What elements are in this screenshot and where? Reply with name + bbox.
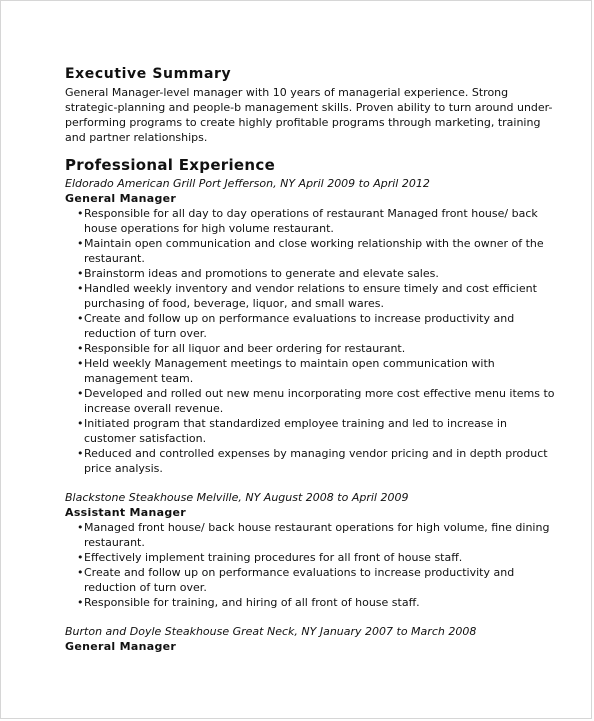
duty-item xyxy=(77,446,555,476)
bullet-icon: • xyxy=(77,282,84,295)
job-entry xyxy=(65,490,555,610)
duty-item xyxy=(77,356,555,386)
job-employer: Eldorado American Grill Port Jefferson, NY April 2009 to April 2012 xyxy=(65,177,430,190)
duty-item xyxy=(77,386,555,416)
duty-item xyxy=(77,550,555,565)
duty-text: Create and follow up on performance evaluations to increase productivity and reduction of turn over. xyxy=(84,566,515,594)
bullet-icon: • xyxy=(77,596,84,609)
bullet-icon: • xyxy=(77,342,84,355)
job-role: General Manager xyxy=(65,192,177,205)
duty-item xyxy=(77,311,555,341)
job-role: Assistant Manager xyxy=(65,506,187,519)
duty-item xyxy=(77,341,555,356)
duty-text: Managed front house/ back house restaurant operations for high volume, fine dining restaurant. xyxy=(84,521,550,549)
bullet-icon: • xyxy=(77,387,84,400)
bullet-icon: • xyxy=(77,237,84,250)
bullet-icon: • xyxy=(77,551,84,564)
bullet-icon: • xyxy=(77,267,84,280)
job-duties xyxy=(65,206,555,476)
duty-item xyxy=(77,416,555,446)
job-employer: Burton and Doyle Steakhouse Great Neck, NY January 2007 to March 2008 xyxy=(65,625,477,638)
job-entry xyxy=(65,176,555,476)
bullet-icon: • xyxy=(77,521,84,534)
duty-text: Create and follow up on performance evaluations to increase productivity and reduction of turn over. xyxy=(84,312,515,340)
bullet-icon: • xyxy=(77,357,84,370)
duty-item xyxy=(77,595,555,610)
bullet-icon: • xyxy=(77,312,84,325)
bullet-icon: • xyxy=(77,566,84,579)
duty-item xyxy=(77,236,555,266)
duty-item xyxy=(77,281,555,311)
bullet-icon: • xyxy=(77,207,84,220)
bullet-icon: • xyxy=(77,417,84,430)
duty-text: Handled weekly inventory and vendor relations to ensure timely and cost efficient purchasing of food, beverage, liquor, and small wares. xyxy=(84,282,537,310)
duty-text: Brainstorm ideas and promotions to generate and elevate sales. xyxy=(84,267,439,280)
duty-text: Effectively implement training procedures for all front of house staff. xyxy=(84,551,463,564)
duty-text: Developed and rolled out new menu incorporating more cost effective menu items to increase overall revenue. xyxy=(84,387,555,415)
duty-item xyxy=(77,520,555,550)
executive-summary-heading: Executive Summary xyxy=(65,66,232,82)
job-duties xyxy=(65,520,555,610)
duty-text: Reduced and controlled expenses by managing vendor pricing and in depth product price analysis. xyxy=(84,447,548,475)
duty-text: Responsible for training, and hiring of all front of house staff. xyxy=(84,596,420,609)
job-list xyxy=(65,176,555,654)
executive-summary-text: General Manager-level manager with 10 years of managerial experience. Strong strategic-planning and people-b management skills. Proven ability to turn around under-performing programs to create highly profitable programs through marketing, training and partner relationships. xyxy=(65,86,553,144)
professional-experience-heading: Professional Experience xyxy=(65,156,276,174)
duty-text: Maintain open communication and close working relationship with the owner of the restaurant. xyxy=(84,237,544,265)
resume-content xyxy=(65,65,555,668)
job-employer: Blackstone Steakhouse Melville, NY August 2008 to April 2009 xyxy=(65,491,409,504)
duty-text: Initiated program that standardized employee training and led to increase in customer satisfaction. xyxy=(84,417,507,445)
duty-text: Responsible for all liquor and beer ordering for restaurant. xyxy=(84,342,406,355)
job-entry xyxy=(65,624,555,654)
duty-text: Held weekly Management meetings to maintain open communication with management team. xyxy=(84,357,495,385)
bullet-icon: • xyxy=(77,447,84,460)
duty-item xyxy=(77,266,555,281)
duty-text: Responsible for all day to day operations of restaurant Managed front house/ back house operations for high volume restaurant. xyxy=(84,207,538,235)
duty-item xyxy=(77,565,555,595)
job-role: General Manager xyxy=(65,640,177,653)
duty-item xyxy=(77,206,555,236)
